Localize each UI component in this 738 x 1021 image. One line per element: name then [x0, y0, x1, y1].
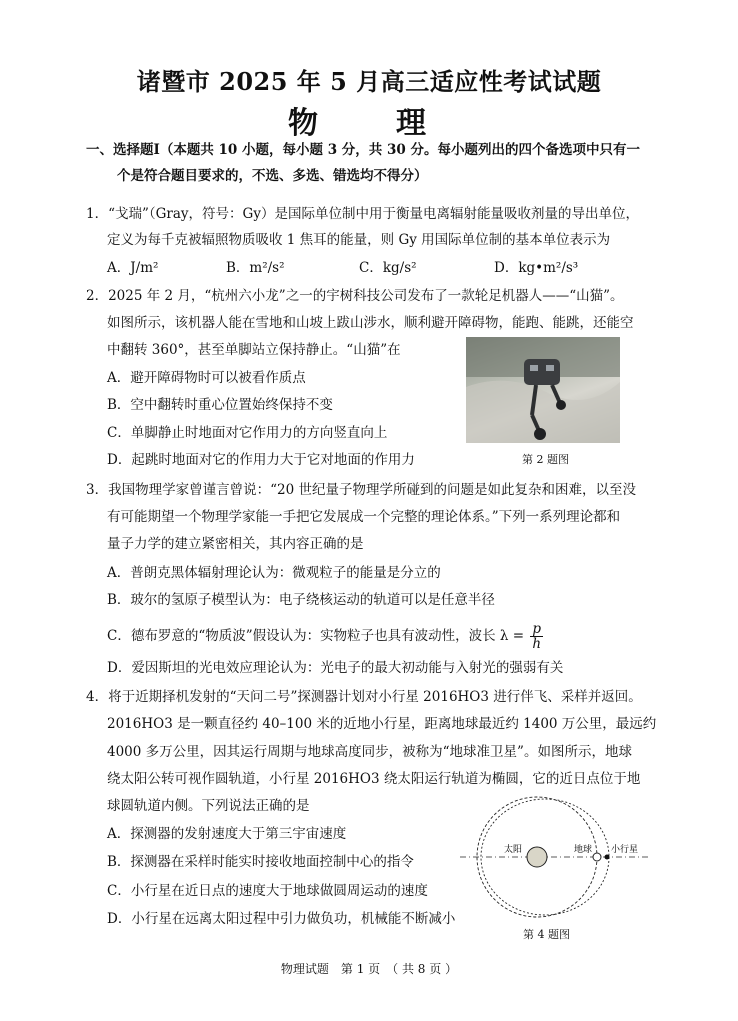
q3-line1: 3．我国物理学家曾谨言曾说：“20 世纪量子物理学所碰到的问题是如此复杂和困难，以至没: [86, 482, 636, 498]
q4-line5: 球圆轨道内侧。下列说法正确的是: [107, 798, 310, 814]
q1-option-c: C．kg/s²: [359, 260, 417, 276]
q1-line1: 1．“戈瑞”（Gray，符号：Gy）是国际单位制中用于衡量电离辐射能量吸收剂量的导出单位，: [86, 206, 639, 222]
sun-icon: [527, 847, 547, 867]
q4-figure-caption: 第 4 题图: [523, 928, 570, 941]
q2-line2: 如图所示，该机器人能在雪地和山坡上跋山涉水，顺利避开障碍物，能跑、能跳，还能空: [107, 315, 634, 331]
q4-line1: 4．将于近期择机发射的“天问二号”探测器计划对小行星 2016HO3 进行伴飞、采样并返回。: [86, 689, 642, 705]
earth-label: 地球: [574, 845, 593, 855]
fraction-denominator: h: [532, 636, 542, 652]
q2-line3: 中翻转 360°，甚至单脚站立保持静止。“山猫”在: [107, 342, 401, 358]
wavelength-fraction: [530, 622, 543, 651]
q2-option-d: D．起跳时地面对它的作用力大于它对地面的作用力: [107, 452, 415, 468]
q4-line3: 4000 多万公里，因其运行周期与地球高度同步，被称为“地球准卫星”。如图所示，地球: [107, 744, 632, 760]
q3-option-c-text: C．德布罗意的“物质波”假设认为：实物粒子也具有波动性，波长 λ =: [107, 628, 525, 644]
q3-line3: 量子力学的建立紧密相关，其内容正确的是: [107, 536, 364, 552]
q3-option-c: [107, 622, 543, 651]
asteroid-label: 小行星: [611, 845, 639, 855]
sun-label: 太阳: [504, 845, 523, 855]
q4-option-b: B．探测器在采样时能实时接收地面控制中心的指令: [107, 854, 414, 870]
subject-title: 物 理: [288, 106, 450, 141]
robot-photo: [466, 337, 620, 443]
q3-option-a: A．普朗克黑体辐射理论认为：微观粒子的能量是分立的: [107, 565, 441, 581]
q3-line2: 有可能期望一个物理学家能一手把它发展成一个完整的理论体系。”下列一系列理论都和: [107, 509, 621, 525]
q2-option-c: C．单脚静止时地面对它作用力的方向竖直向上: [107, 425, 388, 441]
section-header-line2: 个是符合题目要求的，不选、多选、错选均不得分）: [117, 168, 428, 184]
q2-option-b: B．空中翻转时重心位置始终保持不变: [107, 397, 333, 413]
q4-option-c: C．小行星在近日点的速度大于地球做圆周运动的速度: [107, 883, 428, 899]
q1-line2: 定义为每千克被辐照物质吸收 1 焦耳的能量，则 Gy 用国际单位制的基本单位表示为: [107, 232, 611, 248]
exam-title: 诸暨市 2025 年 5 月高三适应性考试试题: [136, 67, 602, 96]
q4-option-a: A．探测器的发射速度大于第三宇宙速度: [107, 826, 347, 842]
q3-option-b: B．玻尔的氢原子模型认为：电子绕核运动的轨道可以是任意半径: [107, 592, 495, 608]
orbit-diagram: [455, 790, 655, 930]
q4-line4: 绕太阳公转可视作圆轨道，小行星 2016HO3 绕太阳运行轨道为椭圆，它的近日点位于地: [107, 771, 641, 787]
q1-option-b: B．m²/s²: [226, 260, 285, 276]
fraction-numerator: p: [530, 622, 543, 637]
q1-option-d: D．kg•m²/s³: [494, 260, 579, 276]
q2-figure-caption: 第 2 题图: [522, 453, 569, 466]
page-footer: 物理试题 第 1 页 （ 共 8 页 ）: [280, 962, 458, 976]
q1-option-a: A．J/m²: [107, 260, 159, 276]
q4-option-d: D．小行星在远离太阳过程中引力做负功，机械能不断减小: [107, 911, 456, 927]
q3-option-d: D．爱因斯坦的光电效应理论认为：光电子的最大初动能与入射光的强弱有关: [107, 660, 564, 676]
q2-line1: 2．2025 年 2 月，“杭州六小龙”之一的宇树科技公司发布了一款轮足机器人——“山猫”。: [86, 288, 624, 304]
asteroid-icon: [605, 855, 610, 860]
section-header-line1: 一、选择题Ⅰ（本题共 10 小题，每小题 3 分，共 30 分。每小题列出的四个备选项中只有一: [86, 142, 640, 158]
q4-line2: 2016HO3 是一颗直径约 40–100 米的近地小行星，距离地球最近约 1400 万公里，最远约: [107, 716, 657, 732]
earth-icon: [593, 853, 601, 861]
q2-option-a: A．避开障碍物时可以被看作质点: [107, 370, 306, 386]
